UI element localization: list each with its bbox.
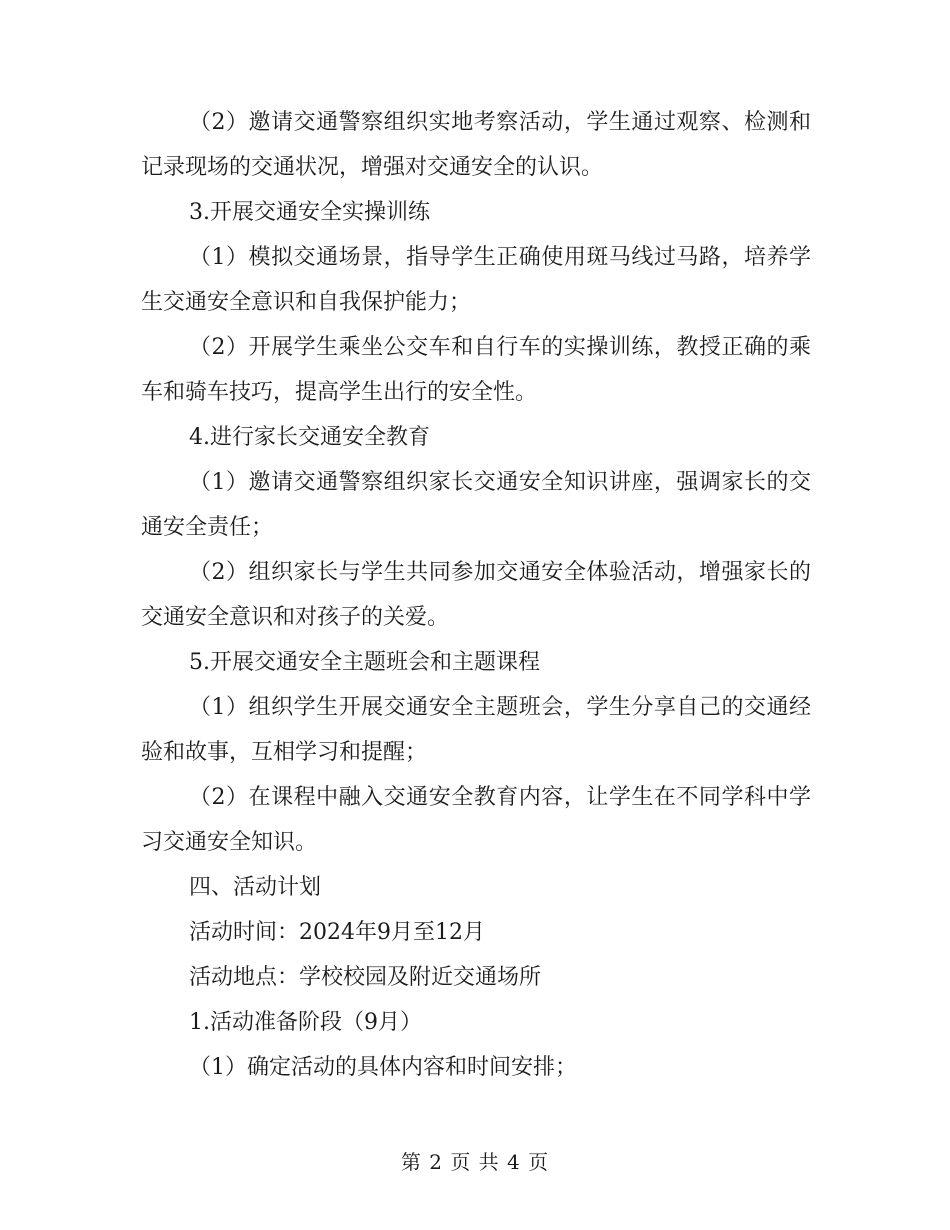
- paragraph: （1）模拟交通场景，指导学生正确使用斑马线过马路，培养学生交通安全意识和自我保护能力；: [141, 245, 811, 315]
- paragraph: （1）邀请交通警察组织家长交通安全知识讲座，强调家长的交通安全责任；: [141, 470, 811, 540]
- activity-time: 活动时间：2024年9月至12月: [189, 920, 485, 945]
- activity-location: 活动地点：学校校园及附近交通场所: [189, 965, 542, 990]
- paragraph: （2）开展学生乘坐公交车和自行车的实操训练，教授正确的乘车和骑车技巧，提高学生出行的安全性。: [141, 335, 811, 405]
- section-heading: 4.进行家长交通安全教育: [189, 425, 430, 450]
- section-heading: 四、活动计划: [189, 875, 322, 900]
- paragraph: （1）组织学生开展交通安全主题班会，学生分享自己的交通经验和故事，互相学习和提醒；: [141, 695, 811, 765]
- section-heading: 3.开展交通安全实操训练: [189, 200, 430, 225]
- page-number-footer: 第 2 页 共 4 页: [400, 1150, 550, 1174]
- paragraph: （2）在课程中融入交通安全教育内容，让学生在不同学科中学习交通安全知识。: [141, 785, 811, 855]
- section-heading: 1.活动准备阶段（9月）: [189, 1010, 422, 1035]
- section-heading: 5.开展交通安全主题班会和主题课程: [189, 650, 540, 675]
- paragraph: （2）组织家长与学生共同参加交通安全体验活动，增强家长的交通安全意识和对孩子的关爱。: [141, 560, 811, 630]
- paragraph: （2）邀请交通警察组织实地考察活动，学生通过观察、检测和记录现场的交通状况，增强对交通安全的认识。: [141, 110, 811, 180]
- document-body: [141, 100, 811, 1090]
- paragraph: （1）确定活动的具体内容和时间安排；: [189, 1055, 577, 1080]
